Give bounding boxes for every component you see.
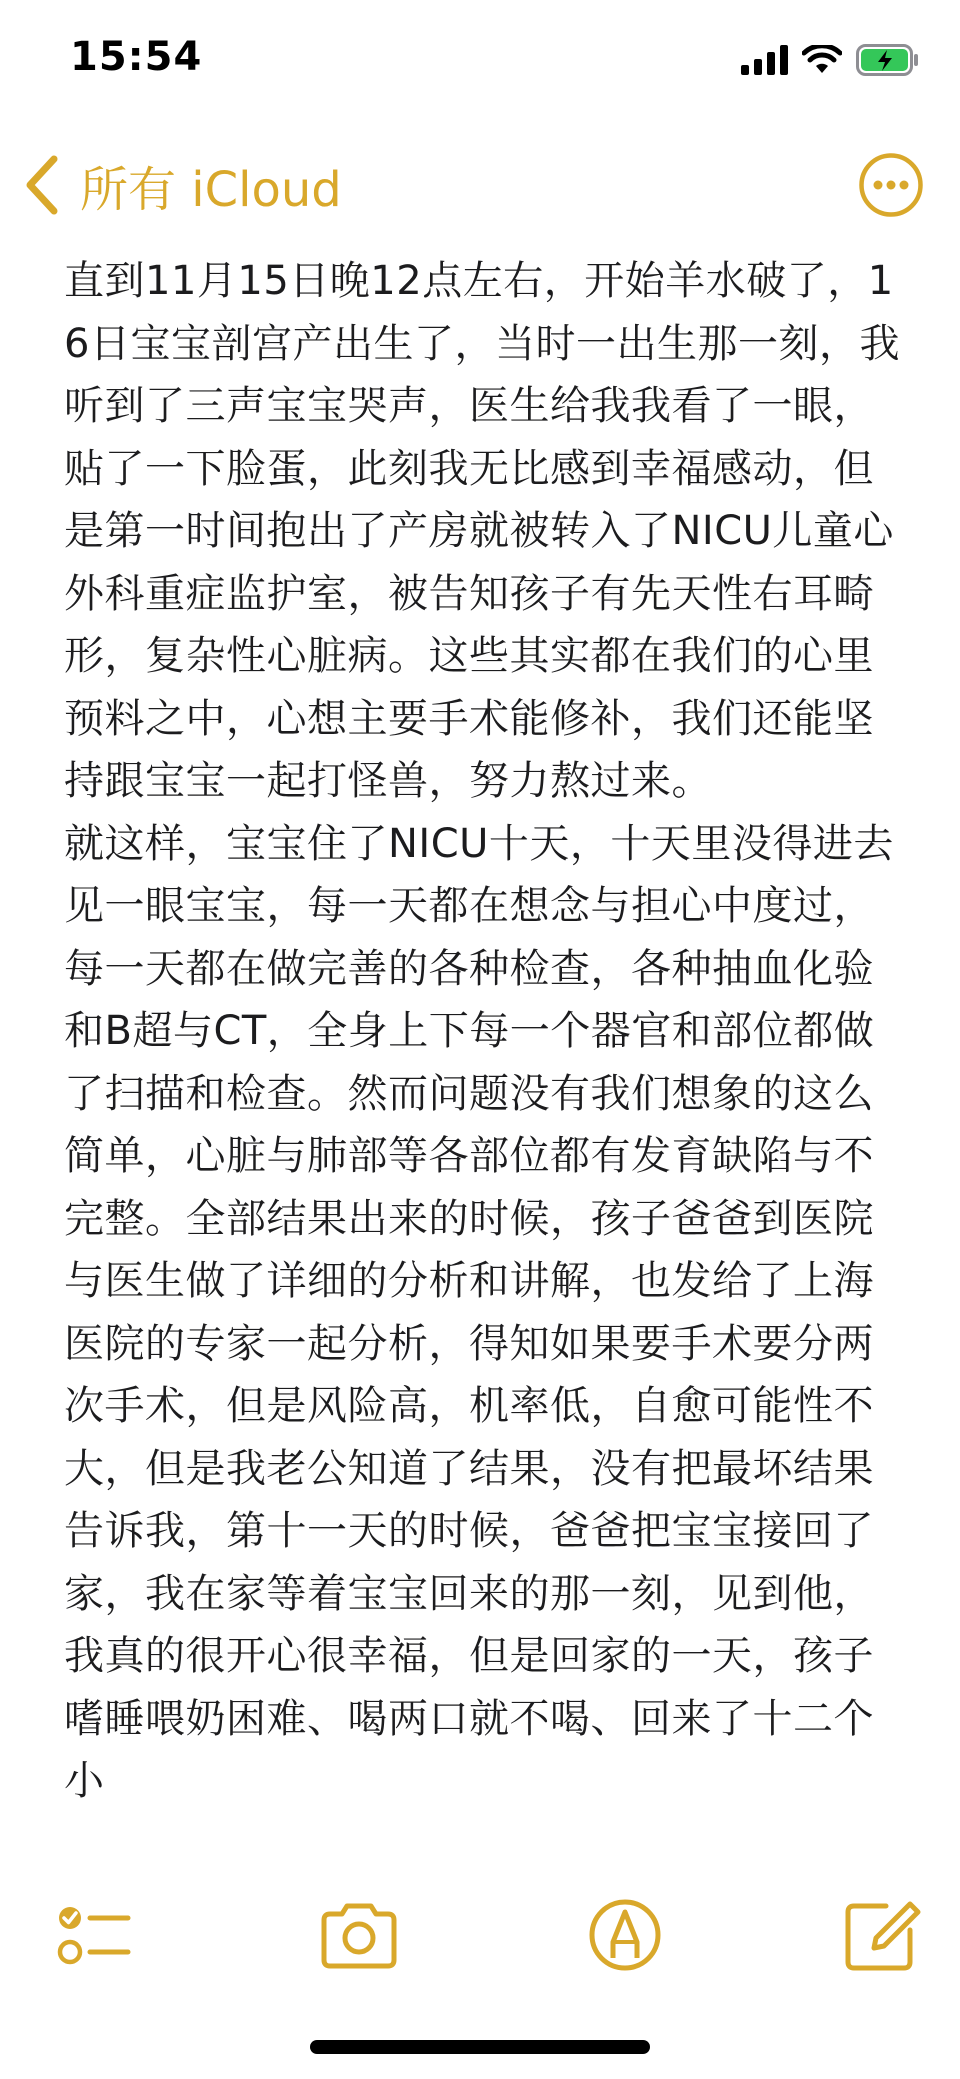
back-label: 所有 iCloud: [80, 161, 342, 218]
back-button[interactable]: [24, 140, 342, 230]
nav-bar: [0, 140, 960, 230]
battery-charging-icon: [856, 44, 920, 76]
cellular-signal-icon: [741, 45, 788, 75]
compose-icon[interactable]: [836, 1890, 926, 1980]
bottom-toolbar: [0, 1880, 960, 2000]
camera-icon[interactable]: [314, 1890, 404, 1980]
checklist-icon[interactable]: [48, 1890, 138, 1980]
wifi-icon: [802, 45, 842, 75]
pen-tip-circle-icon[interactable]: [580, 1890, 670, 1980]
status-icons: [741, 42, 920, 78]
status-time: 15:54: [70, 34, 203, 80]
note-body[interactable]: [64, 250, 904, 1855]
status-bar: [0, 0, 960, 120]
chevron-left-icon: [24, 155, 60, 215]
note-paragraph: 直到11月15日晚12点左右，开始羊水破了，16日宝宝剖宫产出生了，当时一出生那一刻，我听到了三声宝宝哭声，医生给我我看了一眼，贴了一下脸蛋，此刻我无比感到幸福感动，但是第一时间抱出了产房就被转入了NICU儿童心外科重症监护室，被告知孩子有先天性右耳畸形，复杂性心脏病。这些其实都在我们的心里预料之中，心想主要手术能修补，我们还能坚持跟宝宝一起打怪兽，努力熬过来。: [64, 258, 900, 804]
home-indicator[interactable]: [310, 2040, 650, 2054]
ellipsis-circle-icon[interactable]: [858, 152, 924, 218]
note-paragraph: 就这样，宝宝住了NICU十天，十天里没得进去见一眼宝宝，每一天都在想念与担心中度过，每一天都在做完善的各种检查，各种抽血化验和B超与CT，全身上下每一个器官和部位都做了扫描和检查。然而问题没有我们想象的这么简单，心脏与肺部等各部位都有发育缺陷与不完整。全部结果出来的时候，孩子爸爸到医院与医生做了详细的分析和讲解，也发给了上海医院的专家一起分析，得知如果要手术要分两次手术，但是风险高，机率低，自愈可能性不大，但是我老公知道了结果，没有把最坏结果告诉我，第十一天的时候，爸爸把宝宝接回了家，我在家等着宝宝回来的那一刻，见到他，我真的很开心很幸福，但是回家的一天，孩子嗜睡喂奶困难、喝两口就不喝、回来了十二个小: [64, 820, 894, 1804]
